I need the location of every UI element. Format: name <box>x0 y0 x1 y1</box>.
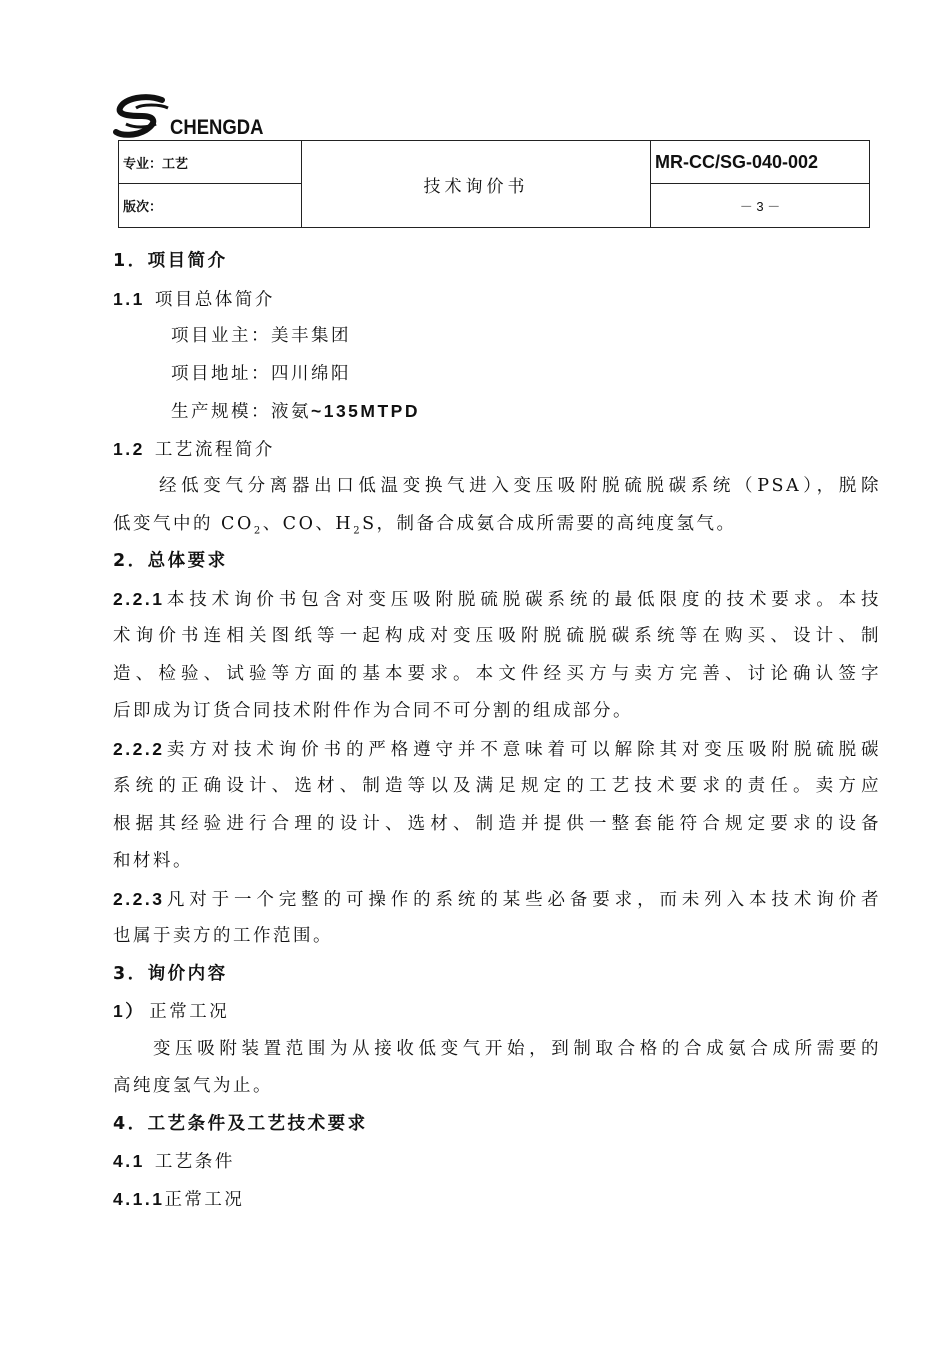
text-run: S，制备合成氨合成所需要的高纯度氢气。 <box>362 513 737 534</box>
text-run: 本技术询价书包含对变压吸附脱硫脱碳系统的最低限度的技术要求。本技 <box>164 589 881 610</box>
section-3-heading: 3．询价内容 <box>113 963 228 984</box>
paragraph-line: 根据其经验进行合理的设计、选材、制造并提供一整套能符合规定要求的设备 <box>113 813 881 834</box>
project-site: 项目地址：四川绵阳 <box>171 363 351 384</box>
project-owner: 项目业主：美丰集团 <box>171 326 351 346</box>
document-header-table <box>118 140 870 228</box>
company-logo <box>112 92 272 140</box>
text-run: 低变气中的 CO <box>113 513 254 534</box>
paragraph-line: 和材料。 <box>113 851 193 871</box>
document-body <box>113 243 881 1218</box>
edition-cell: 版次： <box>119 184 302 228</box>
section-4-1-heading <box>113 1143 881 1181</box>
section-title: 正常工况 <box>149 1002 230 1022</box>
paragraph-line: 也属于卖方的工作范围。 <box>113 926 333 946</box>
section-number: 4.1 <box>113 1151 145 1171</box>
text-run: 凡对于一个完整的可操作的系统的某些必备要求，而未列入本技术询价者 <box>164 889 881 910</box>
paragraph-line: 后即成为订货合同技术附件作为合同不可分割的组成部分。 <box>113 701 633 721</box>
section-title: 工艺流程简介 <box>154 439 275 460</box>
section-1-2-heading <box>113 431 881 469</box>
paragraph-line: 系统的正确设计、选材、制造等以及满足规定的工艺技术要求的责任。卖方应 <box>113 776 881 796</box>
paragraph-line <box>113 581 881 619</box>
section-4-1-1-heading <box>113 1181 881 1219</box>
clause-number: 2.2.3 <box>113 888 165 909</box>
clause-number: 2.2.1 <box>113 588 165 609</box>
paragraph-line: 术询价书连相关图纸等一起构成对变压吸附脱硫脱碳系统等在购买、设计、制 <box>113 626 881 646</box>
paragraph-line <box>113 881 881 919</box>
section-3-1-heading <box>113 993 881 1031</box>
section-number: 1） <box>113 1001 146 1021</box>
paragraph-line: 造、检验、试验等方面的基本要求。本文件经买方与卖方完善、讨论确认签字 <box>113 663 881 684</box>
paragraph-line: 低变气中的 $CO_2$、CO、$H_2S$，制备合成氨合成所需要的高纯度氢气。 <box>113 513 737 536</box>
page-number: － 3 － <box>651 184 870 228</box>
document-number: MR-CC/SG-040-002 <box>651 141 870 184</box>
text-run: 卖方对技术询价书的严格遵守并不意味着可以解除其对变压吸附脱硫脱碳 <box>164 739 881 760</box>
production-scale <box>113 393 881 431</box>
section-1-heading: 1．项目简介 <box>113 251 228 271</box>
section-number: 4.1.1 <box>113 1188 165 1209</box>
document-title: 技术询价书 <box>302 141 651 228</box>
scale-label: 生产规模：液氨 <box>171 402 311 422</box>
paragraph-line: 经低变气分离器出口低温变换气进入变压吸附脱硫脱碳系统（PSA），脱除 <box>159 476 881 496</box>
paragraph-line: 变压吸附装置范围为从接收低变气开始，到制取合格的合成氨合成所需要的 <box>153 1038 881 1059</box>
section-2-heading: 2．总体要求 <box>113 551 228 571</box>
scale-value: ~135MTPD <box>311 401 420 421</box>
logo-wordmark: CHENGDA <box>170 116 264 139</box>
discipline-cell: 专业：工艺 <box>119 141 302 184</box>
section-title: 项目总体简介 <box>154 289 275 310</box>
section-title: 工艺条件 <box>154 1152 235 1172</box>
paragraph-line <box>113 731 881 769</box>
section-1-1-heading <box>113 281 881 319</box>
paragraph-line: 高纯度氢气为止。 <box>113 1076 273 1096</box>
clause-number: 2.2.2 <box>113 738 165 759</box>
section-number: 1.1 <box>113 288 145 309</box>
section-number: 1.2 <box>113 438 145 459</box>
section-title: 正常工况 <box>164 1189 245 1210</box>
section-4-heading: 4．工艺条件及工艺技术要求 <box>113 1113 368 1134</box>
text-run: 、CO、H <box>262 513 354 534</box>
logo-swirl-icon <box>112 94 172 140</box>
